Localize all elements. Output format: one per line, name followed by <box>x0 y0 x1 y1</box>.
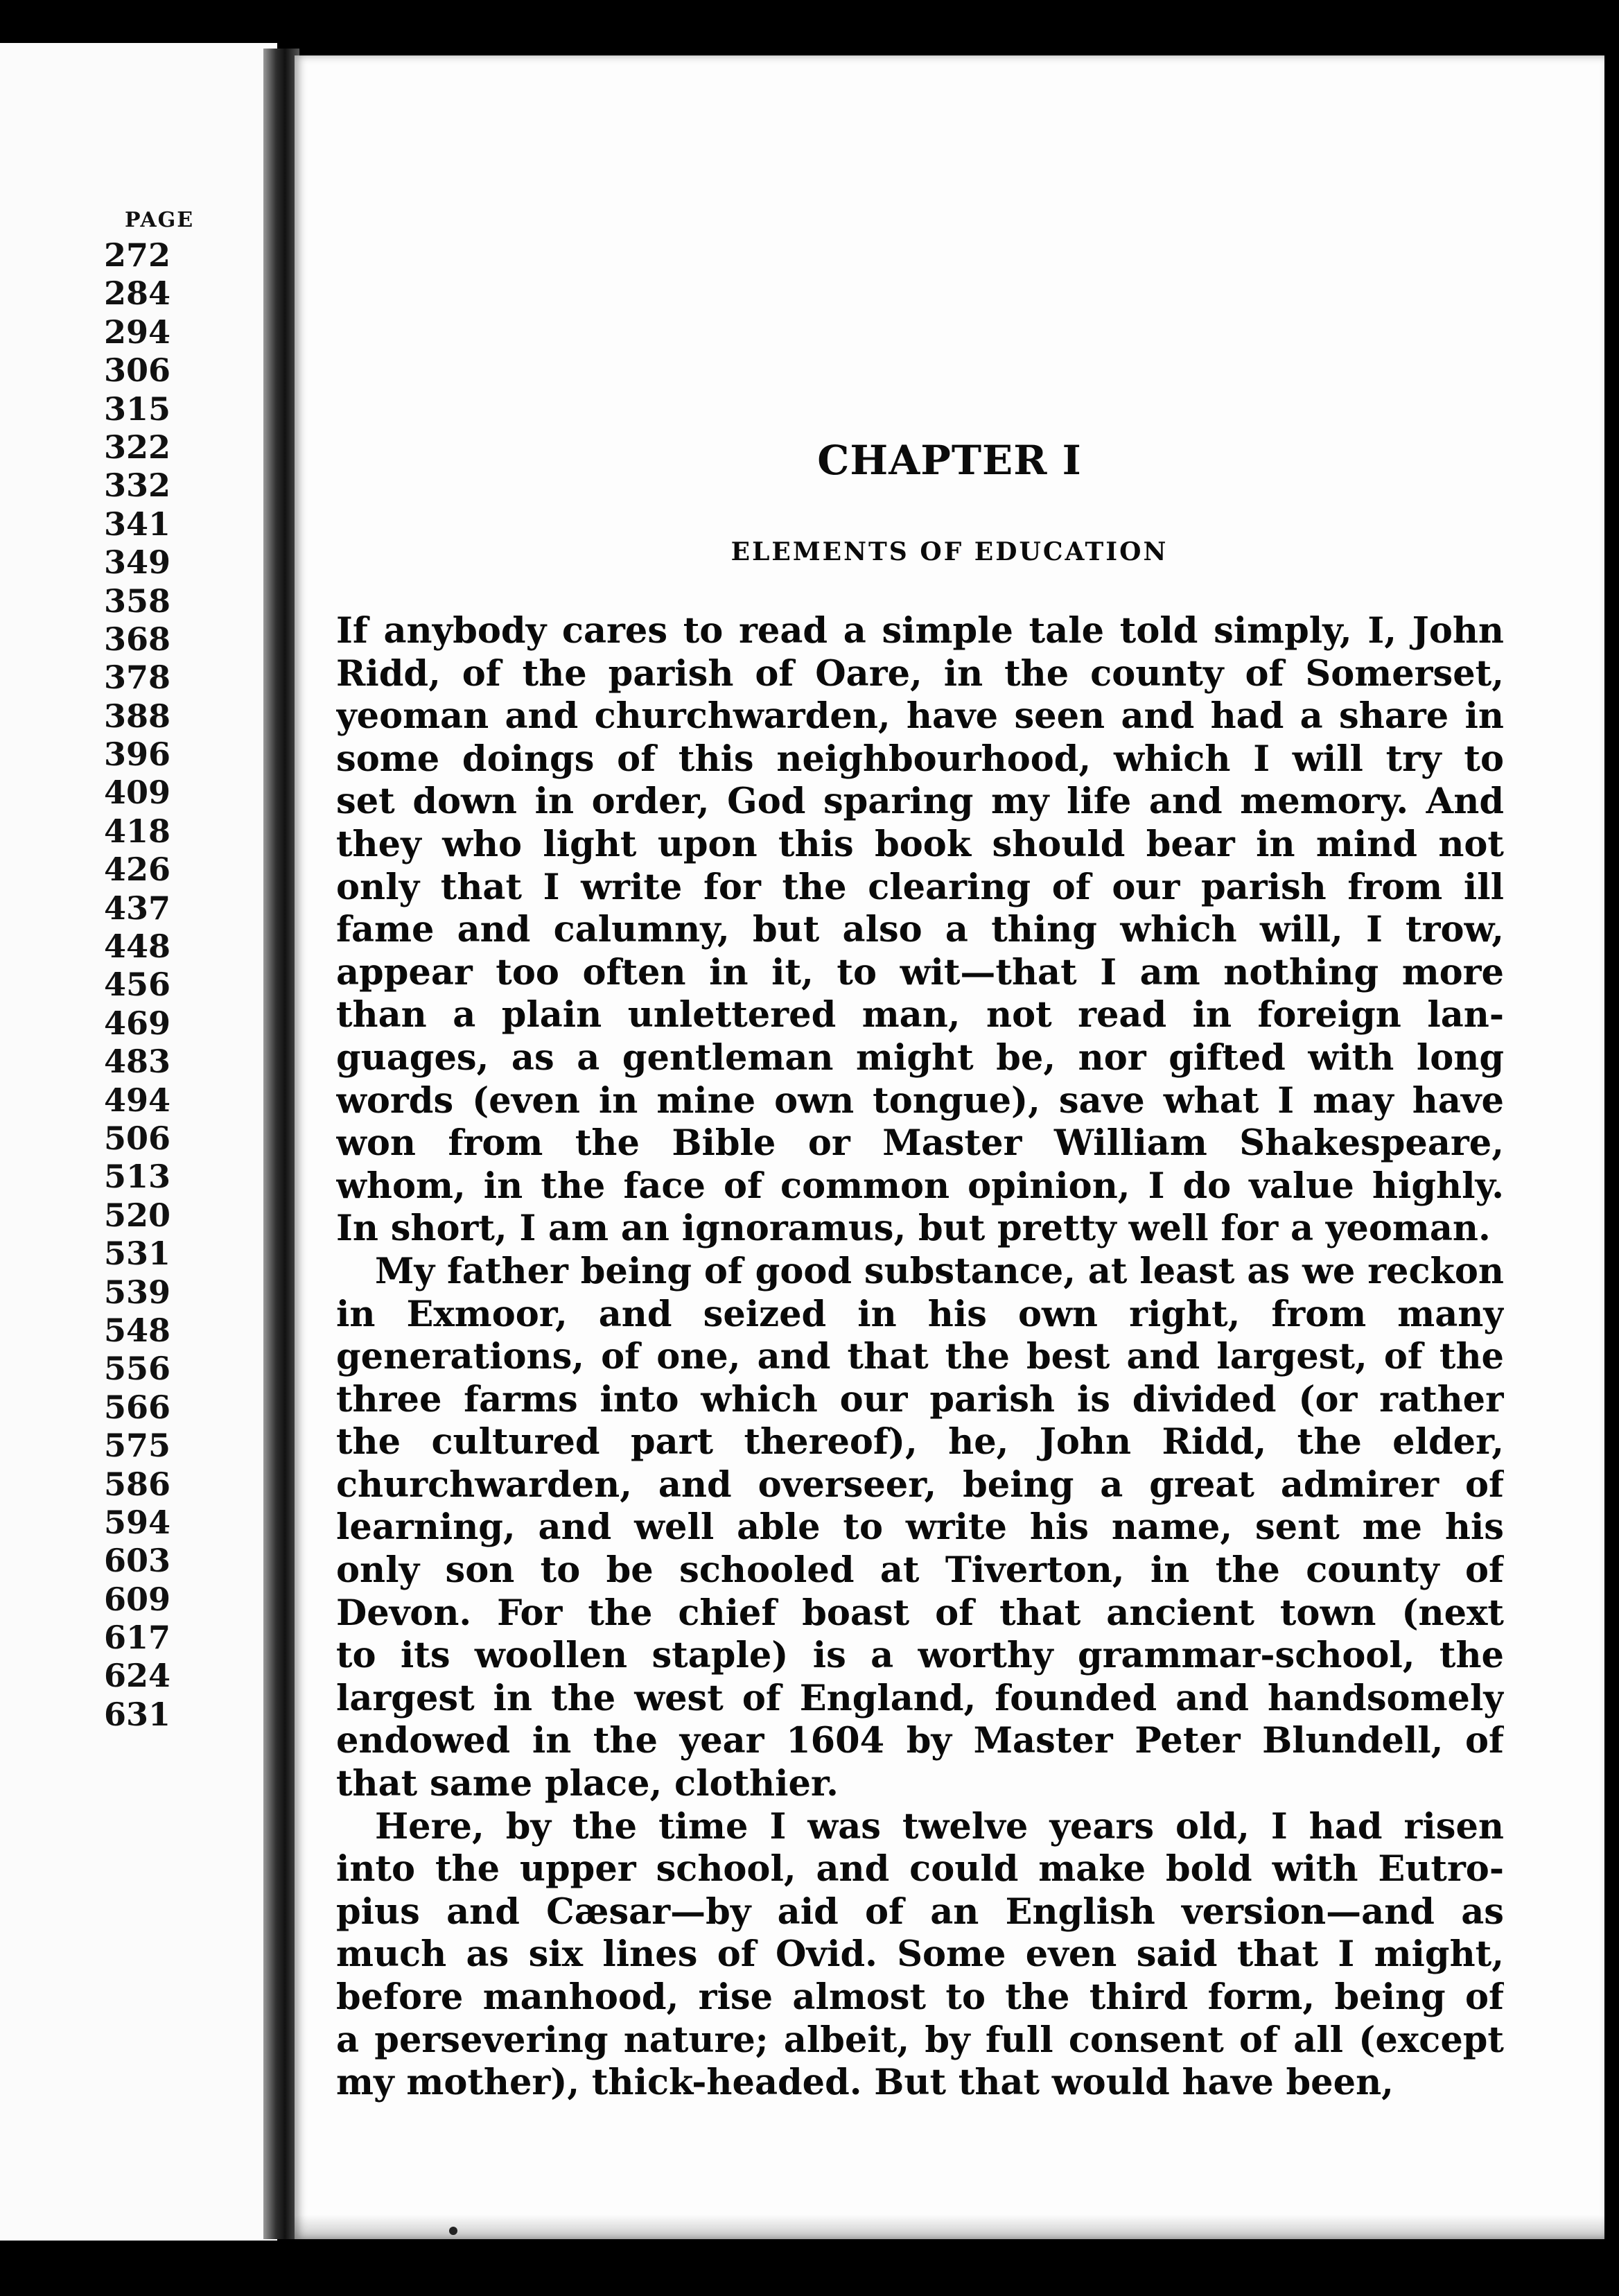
contents-page-number: 349 <box>104 543 171 582</box>
text-line: in Exmoor, and seized in his own right, from many <box>336 1293 1504 1335</box>
text-line: whom, in the face of common opinion, I do value highly. <box>336 1165 1504 1207</box>
text-line: yeoman and churchwarden, have seen and had a share in <box>336 695 1504 738</box>
contents-page-number: 315 <box>104 390 171 428</box>
text-line: pius and Cæsar—by aid of an English version—and as <box>336 1890 1504 1933</box>
text-line: Here, by the time I was twelve years old, I had risen <box>375 1805 1504 1847</box>
text-line: largest in the west of England, founded and handsomely <box>336 1677 1504 1719</box>
contents-page-number: 617 <box>104 1619 171 1657</box>
text-line: a persevering nature; albeit, by full consent of all (except <box>336 2019 1504 2061</box>
contents-page-number: 396 <box>104 736 171 774</box>
contents-page-number: 322 <box>104 428 171 466</box>
text-line: only that I write for the clearing of our parish from ill <box>336 866 1504 908</box>
contents-page-number: 332 <box>104 467 171 505</box>
contents-page-number: 548 <box>104 1311 171 1349</box>
text-line: If anybody cares to read a simple tale told simply, I, John <box>336 610 1504 652</box>
chapter-subtitle: ELEMENTS OF EDUCATION <box>730 537 1169 566</box>
contents-page-number: 556 <box>104 1350 171 1388</box>
contents-page-number: 506 <box>104 1119 171 1157</box>
text-line: my mother), thick-headed. But that would have been, <box>336 2062 1394 2104</box>
contents-page-number: 448 <box>104 928 171 966</box>
text-line: some doings of this neighbourhood, which I will try to <box>336 738 1504 780</box>
contents-page-number: 539 <box>104 1273 171 1311</box>
contents-page-number: 586 <box>104 1465 171 1503</box>
contents-page-number: 358 <box>104 582 171 620</box>
contents-page-number: 483 <box>104 1043 171 1081</box>
contents-page-number: 388 <box>104 697 171 735</box>
contents-page-number: 284 <box>104 275 171 313</box>
contents-page-number: 378 <box>104 659 171 697</box>
text-line: My father being of good substance, at least as we reckon <box>375 1250 1504 1292</box>
contents-page-number: 531 <box>104 1235 171 1273</box>
text-line: Devon. For the chief boast of that ancient town (next <box>336 1592 1504 1634</box>
paragraph <box>336 1806 1504 2105</box>
contents-page-number: 566 <box>104 1388 171 1426</box>
contents-page-column <box>104 208 215 1734</box>
contents-page-number: 306 <box>104 351 171 390</box>
text-line: learning, and well able to write his name, sent me his <box>336 1506 1504 1549</box>
chapter-body-text <box>336 610 1504 2105</box>
paragraph <box>336 1251 1504 1806</box>
text-line: fame and calumny, but also a thing which will, I trow, <box>336 909 1504 951</box>
contents-page-number: 294 <box>104 313 171 351</box>
contents-page-heading: PAGE <box>125 208 195 232</box>
contents-page-number: 624 <box>104 1657 171 1695</box>
contents-page-number-list <box>104 236 215 1734</box>
contents-page-number: 520 <box>104 1196 171 1234</box>
chapter-title: CHAPTER I <box>817 437 1082 484</box>
text-line: to its woollen staple) is a worthy grammar-school, the <box>336 1635 1504 1677</box>
contents-page-number: 603 <box>104 1542 171 1580</box>
show-through-bleed <box>326 149 1546 447</box>
contents-page-number: 418 <box>104 812 171 850</box>
text-line: before manhood, rise almost to the third form, being of <box>336 1976 1504 2018</box>
contents-page-number: 631 <box>104 1695 171 1733</box>
contents-page-number: 575 <box>104 1427 171 1465</box>
contents-page-number: 609 <box>104 1580 171 1618</box>
text-line: into the upper school, and could make bold with Eutro- <box>336 1848 1504 1890</box>
text-line: that same place, clothier. <box>336 1763 839 1805</box>
text-line: generations, of one, and that the best and largest, of the <box>336 1336 1504 1378</box>
contents-page-number: 494 <box>104 1081 171 1119</box>
text-line: guages, as a gentleman might be, nor gifted with long <box>336 1036 1504 1079</box>
text-line: endowed in the year 1604 by Master Peter Blundell, of <box>336 1720 1504 1762</box>
contents-page-number: 426 <box>104 851 171 889</box>
contents-page-number: 513 <box>104 1158 171 1196</box>
text-line: three farms into which our parish is divided (or rather <box>336 1378 1504 1420</box>
text-line: they who light upon this book should bear in mind not <box>336 823 1504 865</box>
text-line: In short, I am an ignoramus, but pretty well for a yeoman. <box>336 1208 1491 1250</box>
text-line: churchwarden, and overseer, being a great admirer of <box>336 1463 1504 1506</box>
contents-page-number: 368 <box>104 620 171 658</box>
text-line: than a plain unlettered man, not read in foreign lan- <box>336 994 1504 1036</box>
contents-page-number: 594 <box>104 1503 171 1541</box>
text-line: set down in order, God sparing my life and memory. And <box>336 781 1504 823</box>
page-bottom-shadow <box>295 2215 1604 2243</box>
paragraph <box>336 610 1504 1251</box>
contents-page-number: 409 <box>104 774 171 812</box>
contents-page-number: 341 <box>104 505 171 543</box>
scan-speck <box>449 2227 457 2235</box>
text-line: words (even in mine own tongue), save what I may have <box>336 1079 1504 1122</box>
text-line: much as six lines of Ovid. Some even said that I might, <box>336 1933 1504 1976</box>
text-line: only son to be schooled at Tiverton, in the county of <box>336 1549 1504 1592</box>
show-through-marks <box>4 901 87 2080</box>
text-line: appear too often in it, to wit—that I am nothing more <box>336 951 1504 993</box>
text-line: Ridd, of the parish of Oare, in the county of Somerset, <box>336 652 1504 695</box>
contents-page-number: 469 <box>104 1004 171 1042</box>
contents-page-number: 437 <box>104 889 171 927</box>
contents-page-number: 456 <box>104 966 171 1004</box>
text-line: the cultured part thereof), he, John Ridd, the elder, <box>336 1421 1504 1463</box>
text-line: won from the Bible or Master William Shakespeare, <box>336 1122 1504 1165</box>
contents-page-number: 272 <box>104 236 171 274</box>
